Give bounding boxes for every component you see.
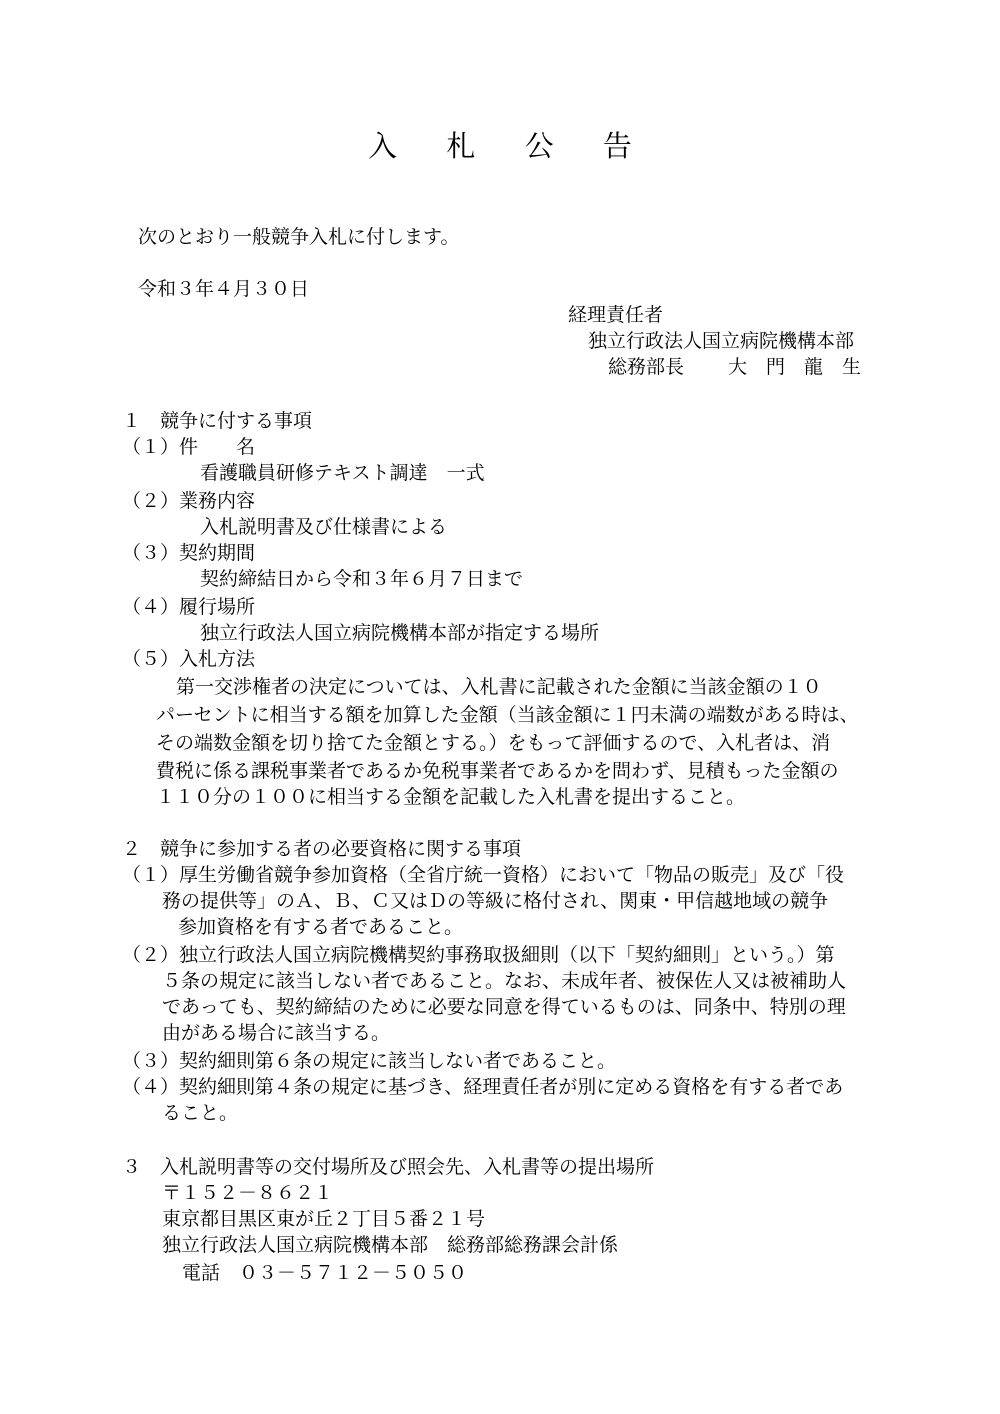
intro-text: 次のとおり一般競争入札に付します。 xyxy=(138,226,460,248)
item-2-1-line: （１）厚生労働省競争参加資格（全省庁統一資格）において「物品の販売」及び「役 xyxy=(122,864,845,886)
item-1-5-line: パーセントに相当する額を加算した金額（当該金額に１円未満の端数がある時は、 xyxy=(156,704,859,726)
item-1-2-text: 入札説明書及び仕様書による xyxy=(200,516,448,538)
item-1-5-line: 費税に係る課税事業者であるか免税事業者であるかを問わず、見積もった金額の xyxy=(156,760,839,782)
issue-date: 令和３年４月３０日 xyxy=(138,278,310,300)
issuer-name: 大 門 龍 生 xyxy=(728,356,862,378)
issuer-organization: 独立行政法人国立病院機構本部 xyxy=(588,330,855,352)
item-2-3-line: （３）契約細則第６条の規定に該当しない者であること。 xyxy=(122,1050,617,1072)
issuer-role: 経理責任者 xyxy=(568,304,664,326)
item-1-2-label: （２）業務内容 xyxy=(122,490,256,512)
item-2-1-line: 務の提供等」のＡ、Ｂ、Ｃ又はＤの等級に格付され、関東・甲信越地域の競争 xyxy=(162,890,829,912)
issuer-position: 総務部長 xyxy=(608,356,685,378)
item-2-2-line: （２）独立行政法人国立病院機構契約事務取扱細則（以下「契約細則」という。）第 xyxy=(122,944,835,966)
item-1-3-label: （３）契約期間 xyxy=(122,542,256,564)
item-2-4-line: （４）契約細則第４条の規定に基づき、経理責任者が別に定める資格を有する者であ xyxy=(122,1076,844,1098)
item-1-5-line: 第一交渉権者の決定については、入札書に記載された金額に当該金額の１０ xyxy=(176,676,822,698)
item-1-5-line: １１０分の１００に相当する金額を記載した入札書を提出すること。 xyxy=(156,786,746,808)
item-1-5-label: （５）入札方法 xyxy=(122,648,256,670)
item-2-2-line: ５条の規定に該当しない者であること。なお、未成年者、被保佐人又は被補助人 xyxy=(162,970,847,992)
item-2-1-line: 参加資格を有する者であること。 xyxy=(178,916,464,938)
item-2-4-line: ること。 xyxy=(162,1102,239,1124)
address: 東京都目黒区東が丘２丁目５番２１号 xyxy=(162,1208,486,1230)
postal-code: 〒１５２－８６２１ xyxy=(162,1182,334,1204)
item-2-2-line: 由がある場合に該当する。 xyxy=(162,1022,391,1044)
document-title: 入 札 公 告 xyxy=(368,129,652,163)
item-2-2-line: であっても、契約締結のために必要な同意を得ているものは、同条中、特別の理 xyxy=(162,996,846,1018)
section-1-heading: １ 競争に付する事項 xyxy=(122,410,313,432)
item-1-4-label: （４）履行場所 xyxy=(122,596,256,618)
item-1-1-text: 看護職員研修テキスト調達 一式 xyxy=(200,462,485,484)
phone-number: 電話 ０３－５７１２－５０５０ xyxy=(182,1262,468,1284)
item-1-1-label: （１）件 名 xyxy=(122,436,256,458)
item-1-5-line: その端数金額を切り捨てた金額とする。）をもって評価するので、入札者は、消 xyxy=(156,732,831,754)
item-1-3-text: 契約締結日から令和３年６月７日まで xyxy=(200,568,524,590)
office-name: 独立行政法人国立病院機構本部 総務部総務課会計係 xyxy=(162,1234,619,1256)
item-1-4-text: 独立行政法人国立病院機構本部が指定する場所 xyxy=(200,622,600,644)
section-2-heading: ２ 競争に参加する者の必要資格に関する事項 xyxy=(122,838,522,860)
section-3-heading: ３ 入札説明書等の交付場所及び照会先、入札書等の提出場所 xyxy=(122,1156,655,1178)
